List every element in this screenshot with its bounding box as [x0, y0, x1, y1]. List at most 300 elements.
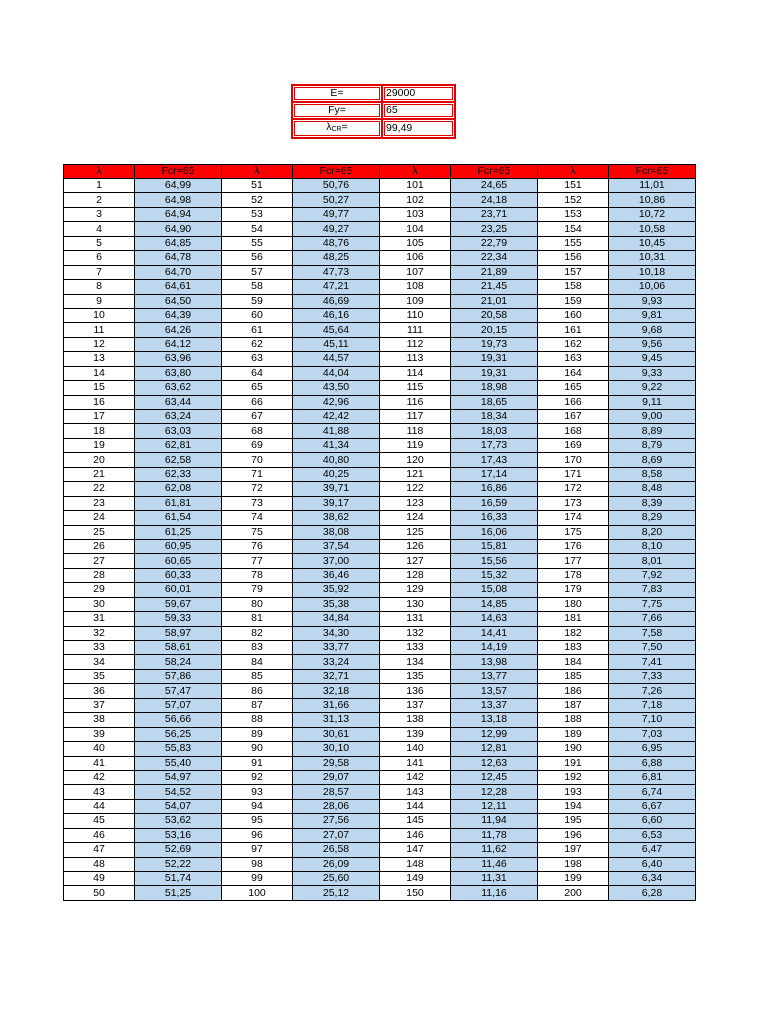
fcr-cell: 22,79 — [451, 236, 538, 250]
lambda-cell: 82 — [222, 626, 293, 640]
param-label-lambda-cr — [292, 119, 382, 138]
lambda-cell: 14 — [64, 366, 135, 380]
lambda-cell: 134 — [380, 655, 451, 669]
lambda-cell: 111 — [380, 323, 451, 337]
lambda-cell: 89 — [222, 727, 293, 741]
lambda-cell: 51 — [222, 179, 293, 193]
fcr-cell: 38,62 — [293, 511, 380, 525]
lambda-cell: 92 — [222, 770, 293, 784]
lambda-cell: 188 — [538, 713, 609, 727]
fcr-cell: 62,81 — [135, 438, 222, 452]
table-row — [64, 251, 696, 265]
fcr-cell: 9,33 — [609, 366, 696, 380]
lambda-cell: 165 — [538, 381, 609, 395]
fcr-cell: 18,98 — [451, 381, 538, 395]
lambda-symbol: λ — [326, 121, 332, 133]
lambda-cell: 36 — [64, 684, 135, 698]
lambda-cell: 81 — [222, 612, 293, 626]
fcr-cell: 50,76 — [293, 179, 380, 193]
param-value-lambda-cr: 99,49 — [382, 119, 455, 138]
fcr-cell: 8,48 — [609, 482, 696, 496]
lambda-cell: 73 — [222, 496, 293, 510]
lambda-cell: 17 — [64, 410, 135, 424]
lambda-cell: 167 — [538, 410, 609, 424]
fcr-cell: 25,12 — [293, 886, 380, 900]
lambda-cell: 119 — [380, 438, 451, 452]
fcr-cell: 48,25 — [293, 251, 380, 265]
fcr-cell: 21,89 — [451, 265, 538, 279]
table-row — [64, 381, 696, 395]
fcr-cell: 13,18 — [451, 713, 538, 727]
lambda-cell: 32 — [64, 626, 135, 640]
lambda-cell: 118 — [380, 424, 451, 438]
lambda-cell: 25 — [64, 525, 135, 539]
fcr-cell: 63,03 — [135, 424, 222, 438]
lambda-cell: 150 — [380, 886, 451, 900]
fcr-cell: 53,16 — [135, 828, 222, 842]
table-row — [64, 222, 696, 236]
fcr-cell: 61,81 — [135, 496, 222, 510]
table-row — [64, 207, 696, 221]
fcr-cell: 39,17 — [293, 496, 380, 510]
lambda-cell: 97 — [222, 843, 293, 857]
lambda-cell: 13 — [64, 352, 135, 366]
fcr-cell: 9,68 — [609, 323, 696, 337]
fcr-cell: 6,40 — [609, 857, 696, 871]
lambda-cell: 173 — [538, 496, 609, 510]
fcr-cell: 37,00 — [293, 554, 380, 568]
fcr-cell: 12,11 — [451, 799, 538, 813]
lambda-cell: 139 — [380, 727, 451, 741]
lambda-cell: 29 — [64, 583, 135, 597]
fcr-cell: 7,26 — [609, 684, 696, 698]
lambda-cell: 9 — [64, 294, 135, 308]
fcr-cell: 10,31 — [609, 251, 696, 265]
fcr-cell: 7,92 — [609, 568, 696, 582]
critical-stress-table — [63, 164, 696, 901]
lambda-cell: 164 — [538, 366, 609, 380]
fcr-cell: 35,92 — [293, 583, 380, 597]
fcr-cell: 17,43 — [451, 453, 538, 467]
param-row-e — [292, 85, 455, 102]
lambda-cell: 157 — [538, 265, 609, 279]
lambda-cell: 131 — [380, 612, 451, 626]
fcr-cell: 14,85 — [451, 597, 538, 611]
table-row — [64, 872, 696, 886]
table-row — [64, 727, 696, 741]
lambda-cell: 15 — [64, 381, 135, 395]
fcr-cell: 64,26 — [135, 323, 222, 337]
fcr-cell: 45,11 — [293, 337, 380, 351]
lambda-cell: 86 — [222, 684, 293, 698]
fcr-cell: 17,73 — [451, 438, 538, 452]
lambda-cell: 174 — [538, 511, 609, 525]
lambda-cell: 30 — [64, 597, 135, 611]
lambda-cell: 121 — [380, 467, 451, 481]
lambda-cell: 115 — [380, 381, 451, 395]
fcr-cell: 8,20 — [609, 525, 696, 539]
fcr-cell: 37,54 — [293, 539, 380, 553]
lambda-cell: 26 — [64, 539, 135, 553]
fcr-cell: 8,79 — [609, 438, 696, 452]
lambda-cell: 196 — [538, 828, 609, 842]
fcr-cell: 29,58 — [293, 756, 380, 770]
fcr-cell: 34,30 — [293, 626, 380, 640]
lambda-cell: 93 — [222, 785, 293, 799]
fcr-cell: 6,28 — [609, 886, 696, 900]
lambda-cell: 90 — [222, 742, 293, 756]
fcr-cell: 6,88 — [609, 756, 696, 770]
lambda-cell: 192 — [538, 770, 609, 784]
lambda-cell: 135 — [380, 669, 451, 683]
fcr-cell: 57,47 — [135, 684, 222, 698]
fcr-cell: 36,46 — [293, 568, 380, 582]
lambda-cell: 65 — [222, 381, 293, 395]
fcr-cell: 57,86 — [135, 669, 222, 683]
lambda-cell: 162 — [538, 337, 609, 351]
param-value-fy: 65 — [382, 102, 455, 119]
lambda-cell: 27 — [64, 554, 135, 568]
lambda-cell: 129 — [380, 583, 451, 597]
lambda-cell: 200 — [538, 886, 609, 900]
lambda-cell: 39 — [64, 727, 135, 741]
fcr-cell: 41,34 — [293, 438, 380, 452]
lambda-cell: 107 — [380, 265, 451, 279]
fcr-cell: 9,56 — [609, 337, 696, 351]
lambda-cell: 191 — [538, 756, 609, 770]
lambda-cell: 181 — [538, 612, 609, 626]
lambda-cell: 5 — [64, 236, 135, 250]
table-row — [64, 280, 696, 294]
table-row — [64, 424, 696, 438]
fcr-cell: 7,66 — [609, 612, 696, 626]
table-row — [64, 511, 696, 525]
table-row — [64, 366, 696, 380]
table-row — [64, 641, 696, 655]
lambda-cell: 18 — [64, 424, 135, 438]
fcr-cell: 6,34 — [609, 872, 696, 886]
table-row — [64, 886, 696, 900]
fcr-cell: 15,81 — [451, 539, 538, 553]
fcr-cell: 6,74 — [609, 785, 696, 799]
fcr-cell: 6,47 — [609, 843, 696, 857]
lambda-cell: 94 — [222, 799, 293, 813]
lambda-cell: 28 — [64, 568, 135, 582]
fcr-cell: 7,10 — [609, 713, 696, 727]
fcr-cell: 34,84 — [293, 612, 380, 626]
lambda-cell: 172 — [538, 482, 609, 496]
fcr-cell: 58,97 — [135, 626, 222, 640]
fcr-cell: 47,21 — [293, 280, 380, 294]
lambda-cell: 136 — [380, 684, 451, 698]
lambda-cell: 70 — [222, 453, 293, 467]
fcr-cell: 26,58 — [293, 843, 380, 857]
lambda-cell: 122 — [380, 482, 451, 496]
fcr-cell: 62,08 — [135, 482, 222, 496]
fcr-cell: 56,25 — [135, 727, 222, 741]
lambda-cell: 11 — [64, 323, 135, 337]
fcr-cell: 52,69 — [135, 843, 222, 857]
lambda-cell: 195 — [538, 814, 609, 828]
fcr-cell: 64,70 — [135, 265, 222, 279]
fcr-cell: 45,64 — [293, 323, 380, 337]
lambda-cell: 66 — [222, 395, 293, 409]
lambda-cell: 125 — [380, 525, 451, 539]
fcr-cell: 64,94 — [135, 207, 222, 221]
lambda-cell: 6 — [64, 251, 135, 265]
fcr-cell: 16,86 — [451, 482, 538, 496]
fcr-cell: 6,53 — [609, 828, 696, 842]
table-row — [64, 583, 696, 597]
table-row — [64, 496, 696, 510]
lambda-cell: 104 — [380, 222, 451, 236]
lambda-cell: 41 — [64, 756, 135, 770]
lambda-cell: 72 — [222, 482, 293, 496]
lambda-cell: 177 — [538, 554, 609, 568]
fcr-cell: 7,41 — [609, 655, 696, 669]
fcr-cell: 64,78 — [135, 251, 222, 265]
fcr-cell: 30,61 — [293, 727, 380, 741]
fcr-cell: 64,61 — [135, 280, 222, 294]
table-row — [64, 612, 696, 626]
fcr-cell: 8,58 — [609, 467, 696, 481]
lambda-cell: 55 — [222, 236, 293, 250]
fcr-cell: 64,85 — [135, 236, 222, 250]
lambda-cell: 185 — [538, 669, 609, 683]
fcr-cell: 27,56 — [293, 814, 380, 828]
fcr-cell: 38,08 — [293, 525, 380, 539]
fcr-cell: 40,25 — [293, 467, 380, 481]
fcr-cell: 18,65 — [451, 395, 538, 409]
fcr-cell: 55,83 — [135, 742, 222, 756]
lambda-cell: 100 — [222, 886, 293, 900]
lambda-cell: 12 — [64, 337, 135, 351]
lambda-cell: 153 — [538, 207, 609, 221]
lambda-cell: 88 — [222, 713, 293, 727]
lambda-cell: 161 — [538, 323, 609, 337]
fcr-cell: 10,06 — [609, 280, 696, 294]
fcr-cell: 43,50 — [293, 381, 380, 395]
lambda-cell: 7 — [64, 265, 135, 279]
fcr-cell: 16,33 — [451, 511, 538, 525]
lambda-cell: 33 — [64, 641, 135, 655]
fcr-cell: 24,65 — [451, 179, 538, 193]
table-row — [64, 843, 696, 857]
lambda-cell: 50 — [64, 886, 135, 900]
lambda-cell: 71 — [222, 467, 293, 481]
fcr-cell: 64,39 — [135, 308, 222, 322]
fcr-cell: 15,56 — [451, 554, 538, 568]
param-row-fy — [292, 102, 455, 119]
table-row — [64, 453, 696, 467]
table-row — [64, 323, 696, 337]
fcr-cell: 49,27 — [293, 222, 380, 236]
fcr-cell: 12,99 — [451, 727, 538, 741]
lambda-cell: 19 — [64, 438, 135, 452]
fcr-cell: 33,77 — [293, 641, 380, 655]
fcr-cell: 63,24 — [135, 410, 222, 424]
fcr-cell: 11,01 — [609, 179, 696, 193]
lambda-cell: 113 — [380, 352, 451, 366]
fcr-cell: 12,45 — [451, 770, 538, 784]
fcr-cell: 31,66 — [293, 698, 380, 712]
fcr-cell: 9,00 — [609, 410, 696, 424]
header-lambda: λ — [538, 165, 609, 179]
lambda-cell: 123 — [380, 496, 451, 510]
fcr-cell: 14,41 — [451, 626, 538, 640]
lambda-cell: 21 — [64, 467, 135, 481]
fcr-cell: 8,39 — [609, 496, 696, 510]
lambda-cell: 56 — [222, 251, 293, 265]
lambda-cell: 166 — [538, 395, 609, 409]
lambda-cell: 83 — [222, 641, 293, 655]
lambda-cell: 170 — [538, 453, 609, 467]
lambda-cell: 91 — [222, 756, 293, 770]
lambda-cell: 127 — [380, 554, 451, 568]
lambda-cell: 169 — [538, 438, 609, 452]
lambda-cell: 187 — [538, 698, 609, 712]
fcr-cell: 25,60 — [293, 872, 380, 886]
table-row — [64, 655, 696, 669]
fcr-cell: 42,96 — [293, 395, 380, 409]
lambda-cell: 3 — [64, 207, 135, 221]
table-row — [64, 265, 696, 279]
fcr-cell: 19,73 — [451, 337, 538, 351]
table-row — [64, 814, 696, 828]
fcr-cell: 59,67 — [135, 597, 222, 611]
header-lambda: λ — [64, 165, 135, 179]
fcr-cell: 11,62 — [451, 843, 538, 857]
lambda-cell: 75 — [222, 525, 293, 539]
lambda-cell: 137 — [380, 698, 451, 712]
lambda-cell: 179 — [538, 583, 609, 597]
fcr-cell: 63,44 — [135, 395, 222, 409]
table-row — [64, 236, 696, 250]
lambda-cell: 99 — [222, 872, 293, 886]
table-row — [64, 539, 696, 553]
lambda-cell: 62 — [222, 337, 293, 351]
fcr-cell: 20,15 — [451, 323, 538, 337]
lambda-cell: 31 — [64, 612, 135, 626]
lambda-cell: 8 — [64, 280, 135, 294]
header-lambda: λ — [380, 165, 451, 179]
fcr-cell: 63,62 — [135, 381, 222, 395]
fcr-cell: 11,46 — [451, 857, 538, 871]
lambda-cell: 1 — [64, 179, 135, 193]
lambda-cell: 85 — [222, 669, 293, 683]
fcr-cell: 12,28 — [451, 785, 538, 799]
table-row — [64, 669, 696, 683]
fcr-cell: 58,24 — [135, 655, 222, 669]
lambda-cell: 117 — [380, 410, 451, 424]
fcr-cell: 19,31 — [451, 366, 538, 380]
lambda-cell: 47 — [64, 843, 135, 857]
fcr-cell: 64,90 — [135, 222, 222, 236]
lambda-cell: 124 — [380, 511, 451, 525]
fcr-cell: 14,63 — [451, 612, 538, 626]
header-fcr: Fcr=65 — [609, 165, 696, 179]
lambda-cell: 46 — [64, 828, 135, 842]
lambda-cell: 67 — [222, 410, 293, 424]
fcr-cell: 6,67 — [609, 799, 696, 813]
fcr-cell: 8,69 — [609, 453, 696, 467]
fcr-cell: 6,60 — [609, 814, 696, 828]
lambda-cell: 78 — [222, 568, 293, 582]
fcr-cell: 11,31 — [451, 872, 538, 886]
lambda-cell: 54 — [222, 222, 293, 236]
table-row — [64, 482, 696, 496]
fcr-cell: 47,73 — [293, 265, 380, 279]
lambda-cell: 64 — [222, 366, 293, 380]
lambda-cell: 189 — [538, 727, 609, 741]
fcr-cell: 13,77 — [451, 669, 538, 683]
lambda-cell: 163 — [538, 352, 609, 366]
table-row — [64, 294, 696, 308]
lambda-cell: 194 — [538, 799, 609, 813]
fcr-cell: 9,93 — [609, 294, 696, 308]
fcr-cell: 62,33 — [135, 467, 222, 481]
fcr-cell: 9,45 — [609, 352, 696, 366]
lambda-cell: 106 — [380, 251, 451, 265]
fcr-cell: 64,98 — [135, 193, 222, 207]
fcr-cell: 52,22 — [135, 857, 222, 871]
lambda-cell: 143 — [380, 785, 451, 799]
fcr-cell: 8,01 — [609, 554, 696, 568]
fcr-cell: 10,18 — [609, 265, 696, 279]
lambda-cell: 146 — [380, 828, 451, 842]
fcr-cell: 59,33 — [135, 612, 222, 626]
lambda-cell: 144 — [380, 799, 451, 813]
lambda-cell: 156 — [538, 251, 609, 265]
header-fcr: Fcr=65 — [451, 165, 538, 179]
table-row — [64, 179, 696, 193]
fcr-cell: 26,09 — [293, 857, 380, 871]
lambda-cell: 141 — [380, 756, 451, 770]
fcr-cell: 63,80 — [135, 366, 222, 380]
table-row — [64, 568, 696, 582]
param-value-e: 29000 — [382, 85, 455, 102]
lambda-cell: 77 — [222, 554, 293, 568]
lambda-cell: 102 — [380, 193, 451, 207]
lambda-cell: 95 — [222, 814, 293, 828]
lambda-cell: 140 — [380, 742, 451, 756]
header-fcr: Fcr=65 — [135, 165, 222, 179]
lambda-cell: 48 — [64, 857, 135, 871]
parameters-box — [291, 84, 456, 139]
lambda-cell: 109 — [380, 294, 451, 308]
lambda-cell: 20 — [64, 453, 135, 467]
lambda-cell: 38 — [64, 713, 135, 727]
fcr-cell: 8,29 — [609, 511, 696, 525]
table-row — [64, 698, 696, 712]
lambda-cell: 197 — [538, 843, 609, 857]
lambda-cell: 116 — [380, 395, 451, 409]
lambda-cell: 79 — [222, 583, 293, 597]
fcr-cell: 64,99 — [135, 179, 222, 193]
fcr-cell: 23,25 — [451, 222, 538, 236]
lambda-cell: 23 — [64, 496, 135, 510]
lambda-cell: 4 — [64, 222, 135, 236]
fcr-cell: 61,54 — [135, 511, 222, 525]
table-row — [64, 857, 696, 871]
lambda-cell: 40 — [64, 742, 135, 756]
fcr-cell: 6,81 — [609, 770, 696, 784]
fcr-cell: 15,08 — [451, 583, 538, 597]
fcr-cell: 64,50 — [135, 294, 222, 308]
table-row — [64, 554, 696, 568]
lambda-cell: 199 — [538, 872, 609, 886]
lambda-cell: 171 — [538, 467, 609, 481]
